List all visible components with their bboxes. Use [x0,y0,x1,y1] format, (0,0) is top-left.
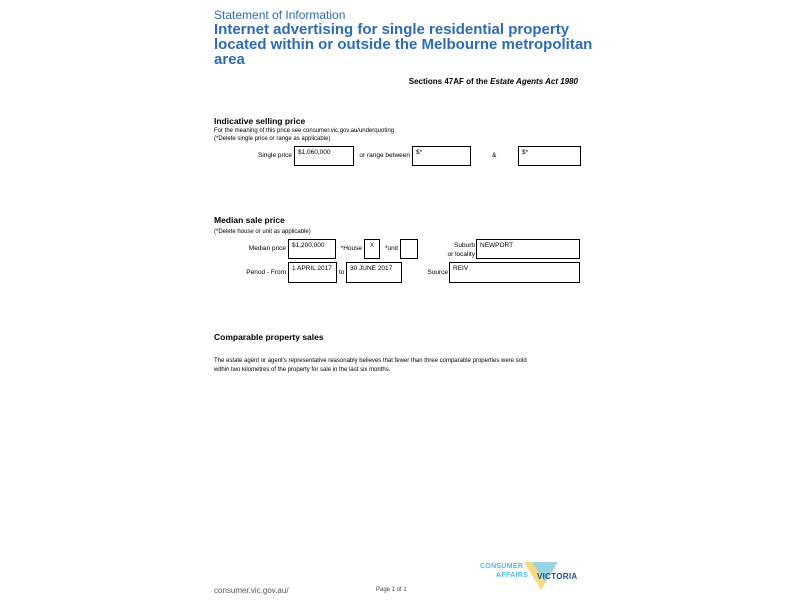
suburb-field[interactable]: NEWPORT [476,239,580,259]
median-note-delete: (*Delete house or unit as applicable) [214,229,311,235]
logo-text-affairs: AFFAIRS [496,572,529,579]
suburb-label-line-2: or locality [447,251,475,258]
period-to-field[interactable]: 30 JUNE 2017 [346,262,402,283]
house-checkbox[interactable]: X [364,239,380,259]
comparable-statement-line-2: within two kilometres of the property for sale in the last six months. [214,367,391,373]
logo-text-victoria: VICTORIA [537,572,578,581]
page-number: Page 1 of 1 [376,587,407,593]
suburb-label-line-1: Suburb [454,242,475,249]
range-and-label: & [492,152,497,159]
consumer-affairs-victoria-logo [480,560,590,592]
period-from-label: Period - From [246,269,286,276]
title-line-2: located within or outside the Melbourne metropolitan [214,36,593,53]
comparable-heading: Comparable property sales [214,332,324,342]
indicative-note-meaning: For the meaning of this price see consumer.vic.gov.au/underquoting [214,128,394,134]
source-field[interactable]: REIV [449,262,580,283]
document-title [214,22,614,67]
unit-label: *unit [384,245,398,252]
logo-text-consumer: CONSUMER [480,563,524,570]
legislation-act: Estate Agents Act 1980 [490,77,578,86]
suburb-label [420,241,475,259]
single-price-label: Single price [258,152,292,159]
median-heading: Median sale price [214,215,285,225]
unit-checkbox[interactable] [400,239,418,259]
title-line-3: area [214,51,245,68]
single-price-field[interactable]: $1,060,000 [294,146,354,166]
title-line-1: Internet advertising for single residential property [214,21,570,38]
comparable-statement-line-1: The estate agent or agent's representative reasonably believes that fewer than three comparable properties were sold [214,358,527,364]
document-label: Statement of Information [214,8,346,22]
period-from-field[interactable]: 1 APRIL 2017 [288,262,337,283]
comparable-statement [214,357,527,375]
indicative-note-delete: (*Delete single price or range as applicable) [214,136,331,142]
indicative-heading: Indicative selling price [214,116,306,126]
legislation-prefix: Sections 47AF of the [408,77,491,86]
source-label: Source [427,269,448,276]
house-label: *House [340,245,362,252]
period-to-label: to [339,269,345,276]
range-between-label: or range between [359,152,410,159]
median-price-field[interactable]: $1,200,000 [288,239,336,259]
footer-url[interactable]: consumer.vic.gov.au/ [214,586,289,595]
median-price-label: Median price [248,245,286,252]
legislation-reference [409,77,578,86]
range-low-field[interactable]: $* [412,146,471,166]
range-high-field[interactable]: $* [518,146,581,166]
